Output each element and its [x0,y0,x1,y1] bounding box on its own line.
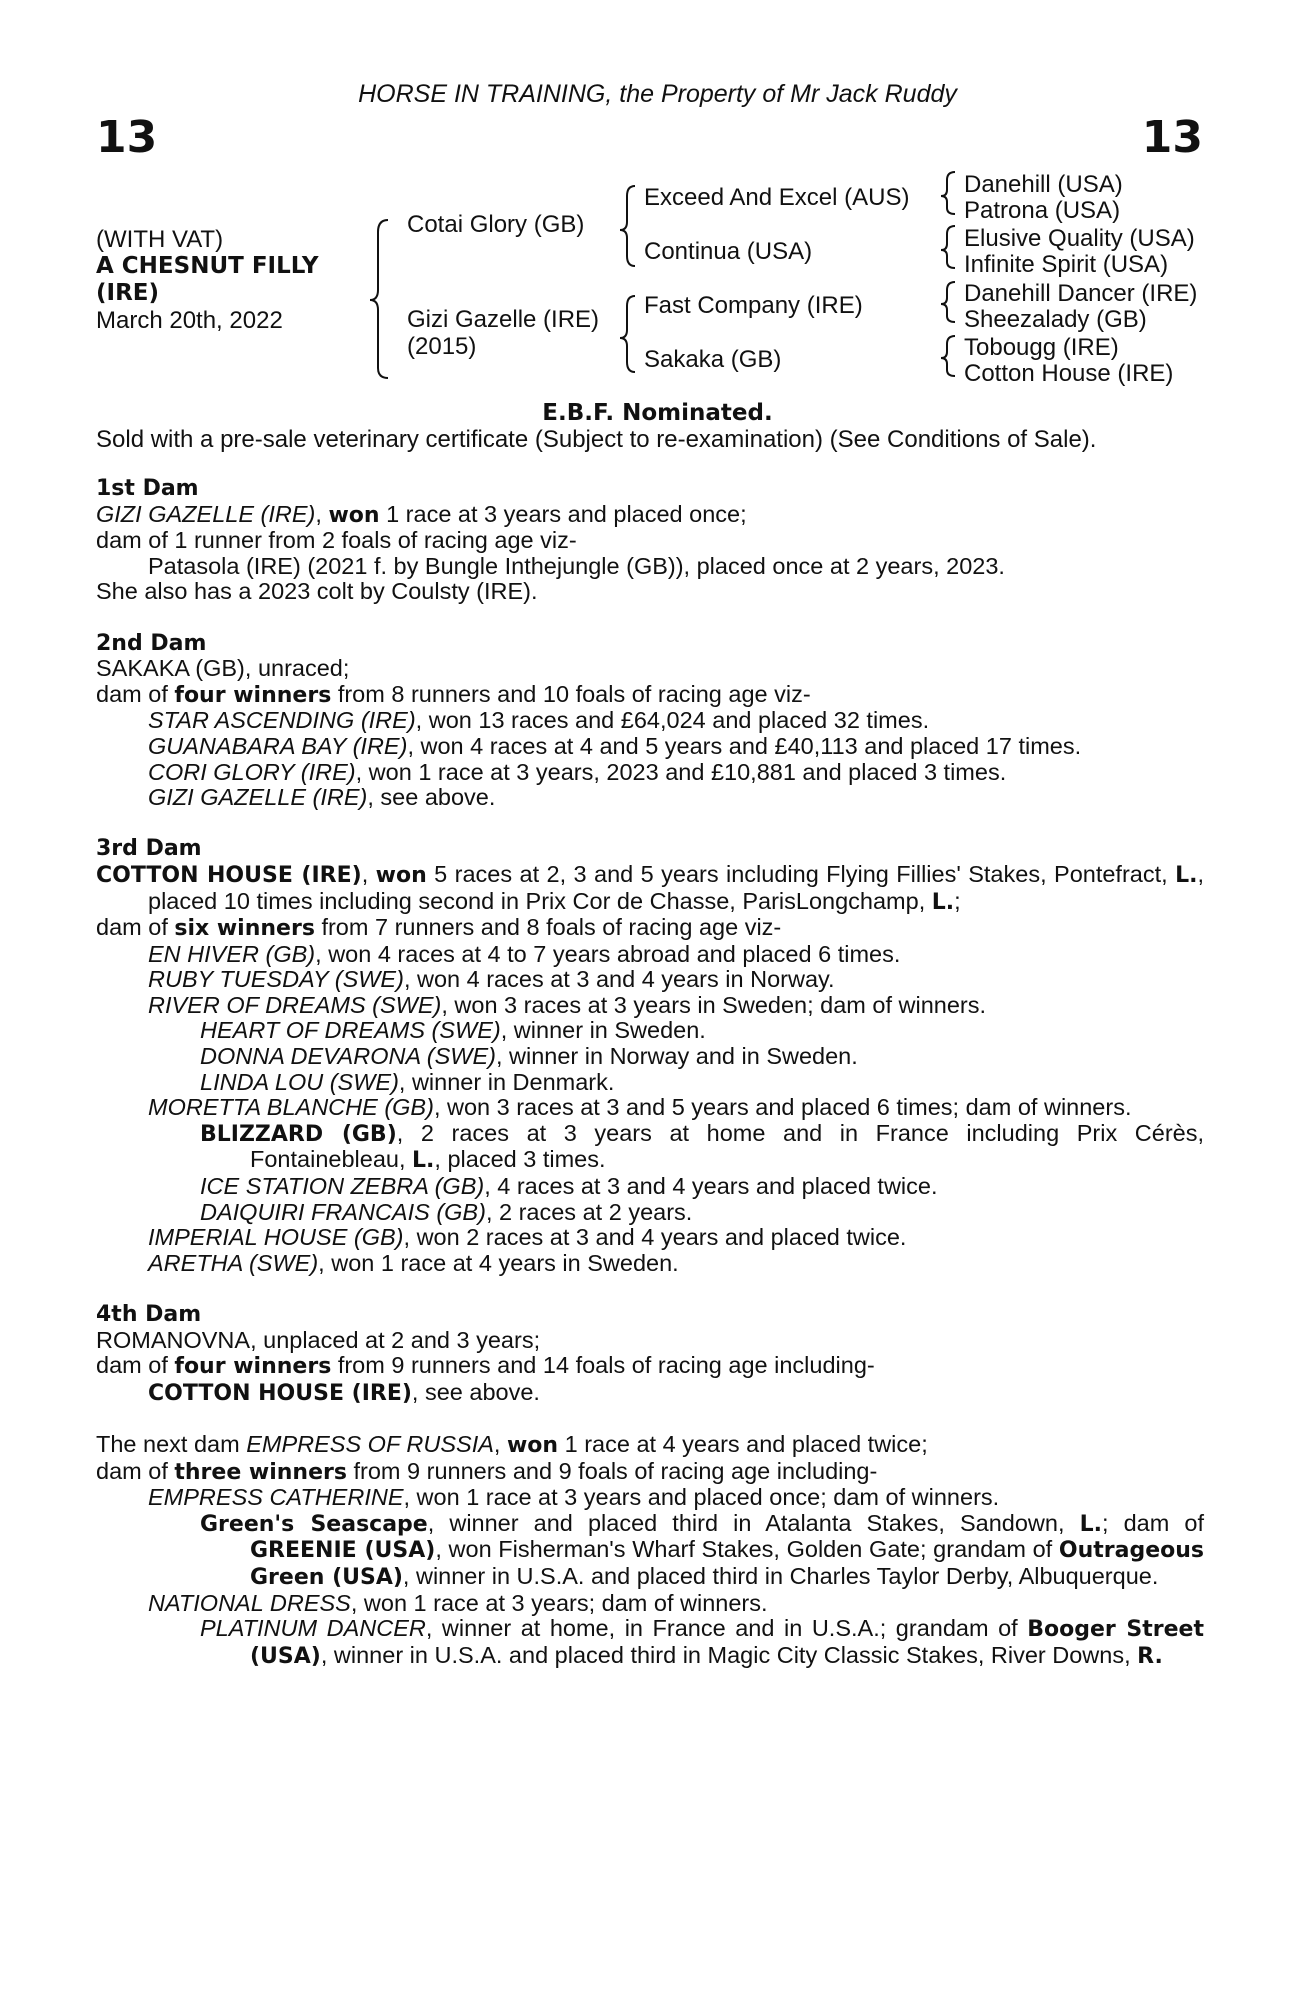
text: from 9 runners and 9 foals of racing age including- [346,1457,878,1484]
text: , [361,860,376,887]
text: , 2 races at 3 years at home and in France including Prix Cérès, Fontainebleau, [250,1119,1205,1173]
horse-name: GUANABARA BAY (IRE) [148,732,408,759]
produce-entry [96,734,1204,760]
next-dam-section [96,1432,1204,1669]
won-label: won [375,862,427,888]
sale-note: Sold with a pre-sale veterinary certificate (Subject to re-examination) (See Conditions of Sale). [96,426,1097,453]
horse-name: LINDA LOU (SWE) [200,1068,399,1095]
horse-name: CORI GLORY (IRE) [148,758,356,785]
produce-entry [96,1485,1204,1511]
grand-ancestor-8: Cotton House (IRE) [964,360,1174,387]
section-title: 1st Dam [96,476,199,501]
horse-name: EMPRESS OF RUSSIA [246,1430,494,1457]
text: 1 race at 3 years and placed once; [379,500,747,527]
text: dam of [96,680,175,707]
horse-name: MORETTA BLANCHE (GB) [148,1094,434,1121]
restricted-mark: R. [1137,1643,1163,1669]
winners-count: three winners [174,1459,347,1485]
text: , winner and placed third in Atalanta Stakes, Sandown, [427,1509,1080,1536]
text: , see above. [367,784,496,811]
text: dam of [96,1457,175,1484]
text: , winner in Denmark. [398,1068,615,1095]
text: , won Fisherman's Wharf Stakes, Golden Gate; grandam of [435,1536,1059,1563]
horse-name: Green's Seascape [200,1511,428,1537]
section-title: 4th Dam [96,1302,202,1327]
produce-entry [96,1200,1204,1226]
text: from 7 runners and 8 foals of racing age viz- [314,914,782,941]
grand-ancestor-7: Tobougg (IRE) [964,334,1119,361]
horse-name: A CHESNUT FILLY [96,253,319,279]
horse-name: RUBY TUESDAY (SWE) [148,966,404,993]
winners-count: four winners [174,1354,332,1380]
produce-entry [96,785,1204,811]
vat-note: (WITH VAT) [96,226,224,253]
text: , won 1 race at 3 years and placed once; dam of winners. [403,1484,1000,1511]
text: , won 4 races at 4 and 5 years and £40,113 and placed 17 times. [407,732,1082,759]
text: , winner in U.S.A. and placed third in Charles Taylor Derby, Albuquerque. [402,1562,1159,1589]
lot-number-right: 13 [1141,112,1203,163]
horse-name: BLIZZARD (GB) [200,1121,397,1147]
produce-summary [96,682,1204,709]
grand-ancestor-2: Patrona (USA) [964,197,1121,224]
section-title: 3rd Dam [96,836,202,862]
text: dam of [96,1352,175,1379]
sire-dam: Continua (USA) [644,238,813,265]
listed-mark: L. [412,1148,435,1174]
grand-ancestor-6: Sheezalady (GB) [964,306,1147,333]
horse-name: PLATINUM DANCER [200,1615,426,1642]
text: , won 4 races at 4 to 7 years abroad and placed 6 times. [315,940,901,967]
dam: Gizi Gazelle (IRE) [407,306,600,333]
produce-summary [96,1459,1204,1486]
produce-entry [96,1095,1204,1121]
third-dam-section [96,836,1204,1276]
text: , winner in Norway and in Sweden. [495,1043,858,1070]
produce-entry [96,1044,1204,1070]
text: from 9 runners and 14 foals of racing age including- [331,1352,875,1379]
horse-name: DAIQUIRI FRANCAIS (GB) [200,1198,486,1225]
produce-entry [96,1251,1204,1277]
text: , placed 3 times. [434,1146,606,1173]
produce-entry [96,760,1204,786]
horse-name: RIVER OF DREAMS (SWE) [148,991,442,1018]
dam-line: ROMANOVNA, unplaced at 2 and 3 years; [96,1326,541,1353]
produce-entry [96,1018,1204,1044]
produce-entry [96,1591,1204,1617]
horse-name: EMPRESS CATHERINE [148,1484,404,1511]
horse-name: HEART OF DREAMS (SWE) [200,1017,501,1044]
produce-entry [96,967,1204,993]
horse-name: COTTON HOUSE (IRE) [148,1380,412,1406]
first-dam-section [96,476,1204,605]
horse-name: DONNA DEVARONA (SWE) [200,1043,496,1070]
text: ; [954,887,961,914]
horse-name: STAR ASCENDING (IRE) [148,707,416,734]
dam-line: SAKAKA (GB), unraced; [96,655,350,682]
horse-name: Outrageous Green (USA) [250,1538,1204,1590]
text: dam of [96,914,175,941]
listed-mark: L. [1079,1511,1102,1537]
text: , [493,1430,507,1457]
horse-name: GREENIE (USA) [250,1538,436,1564]
fourth-dam-section [96,1302,1204,1406]
section-title: 2nd Dam [96,630,207,656]
produce-entry [96,1380,1204,1407]
dam-line [96,862,1204,915]
text: 1 race at 4 years and placed twice; [558,1430,928,1457]
listed-mark: L. [931,889,955,915]
horse-name: COTTON HOUSE (IRE) [96,862,362,888]
text: , winner in U.S.A. and placed third in Magic City Classic Stakes, River Downs, [320,1641,1138,1668]
horse-name: IMPERIAL HOUSE (GB) [148,1224,404,1251]
text: , won 1 race at 3 years, 2023 and £10,881 and placed 3 times. [355,758,1007,785]
produce-entry [96,1225,1204,1251]
catalogue-body [96,476,1204,1695]
won-label: won [328,502,380,528]
grand-ancestor-4: Infinite Spirit (USA) [964,251,1169,278]
dam-year: (2015) [407,333,477,360]
grand-ancestor-3: Elusive Quality (USA) [964,225,1195,252]
dam-line [96,502,1204,529]
ebf-nomination: E.B.F. Nominated. [542,400,773,426]
produce-entry [96,1511,1204,1591]
produce-summary [96,1353,1204,1380]
dam-sire: Fast Company (IRE) [644,292,863,319]
horse-name: ARETHA (SWE) [148,1249,319,1276]
text: , 2 races at 2 years. [485,1198,693,1225]
horse-country: (IRE) [96,280,160,306]
sire-sire: Exceed And Excel (AUS) [644,184,910,211]
horse-name: Booger Street (USA) [250,1617,1204,1669]
foaling-date: March 20th, 2022 [96,307,283,334]
text: , won 1 race at 3 years; dam of winners. [350,1589,768,1616]
produce-entry [96,1616,1204,1669]
horse-name: NATIONAL DRESS [148,1589,351,1616]
produce-entry: Patasola (IRE) (2021 f. by Bungle Inthejungle (GB)), placed once at 2 years, 2023. [148,552,1005,579]
text: from 8 runners and 10 foals of racing age viz- [331,680,811,707]
dam-dam: Sakaka (GB) [644,346,782,373]
listed-mark: L. [1175,862,1198,888]
text: ; dam of [1101,1509,1205,1536]
grand-ancestor-1: Danehill (USA) [964,171,1123,198]
winners-count: six winners [174,916,315,942]
won-label: won [506,1432,559,1458]
sire: Cotai Glory (GB) [407,211,585,238]
produce-entry [96,1121,1204,1174]
produce-note: She also has a 2023 colt by Coulsty (IRE). [96,578,538,605]
produce-summary [96,915,1204,942]
text: 5 races at 2, 3 and 5 years including Flying Fillies' Stakes, Pontefract, [426,860,1176,887]
text: , won 2 races at 3 and 4 years and placed twice. [403,1224,907,1251]
horse-name: ICE STATION ZEBRA (GB) [200,1173,485,1200]
produce-entry [96,1174,1204,1200]
produce-entry [96,708,1204,734]
pedigree-table [0,0,1315,420]
text: , see above. [411,1378,540,1405]
horse-name: GIZI GAZELLE (IRE) [148,784,368,811]
text: , [315,500,329,527]
text: , won 13 races and £64,024 and placed 32 times. [415,707,930,734]
text: , won 3 races at 3 and 5 years and placed 6 times; dam of winners. [433,1094,1132,1121]
horse-name: GIZI GAZELLE (IRE) [96,500,316,527]
dam-line [96,1432,1204,1459]
lot-number-left: 13 [96,112,158,163]
grand-ancestor-5: Danehill Dancer (IRE) [964,280,1198,307]
horse-name: EN HIVER (GB) [148,940,316,967]
page-header: HORSE IN TRAINING, the Property of Mr Jack Ruddy [358,80,957,108]
text: , winner in Sweden. [500,1017,706,1044]
text: , winner at home, in France and in U.S.A.; grandam of [425,1615,1028,1642]
text: The next dam [96,1430,247,1457]
winners-count: four winners [174,682,332,708]
text: , 4 races at 3 and 4 years and placed twice. [484,1173,938,1200]
produce-entry [96,1070,1204,1096]
text: , won 4 races at 3 and 4 years in Norway. [403,966,835,993]
second-dam-section [96,631,1204,811]
text: , won 1 race at 4 years in Sweden. [318,1249,679,1276]
produce-entry [96,993,1204,1019]
produce-entry [96,942,1204,968]
text: , placed 10 times including second in Prix Cor de Chasse, ParisLongchamp, [148,860,1204,914]
produce-summary: dam of 1 runner from 2 foals of racing age viz- [96,527,577,554]
text: , won 3 races at 3 years in Sweden; dam of winners. [441,991,987,1018]
